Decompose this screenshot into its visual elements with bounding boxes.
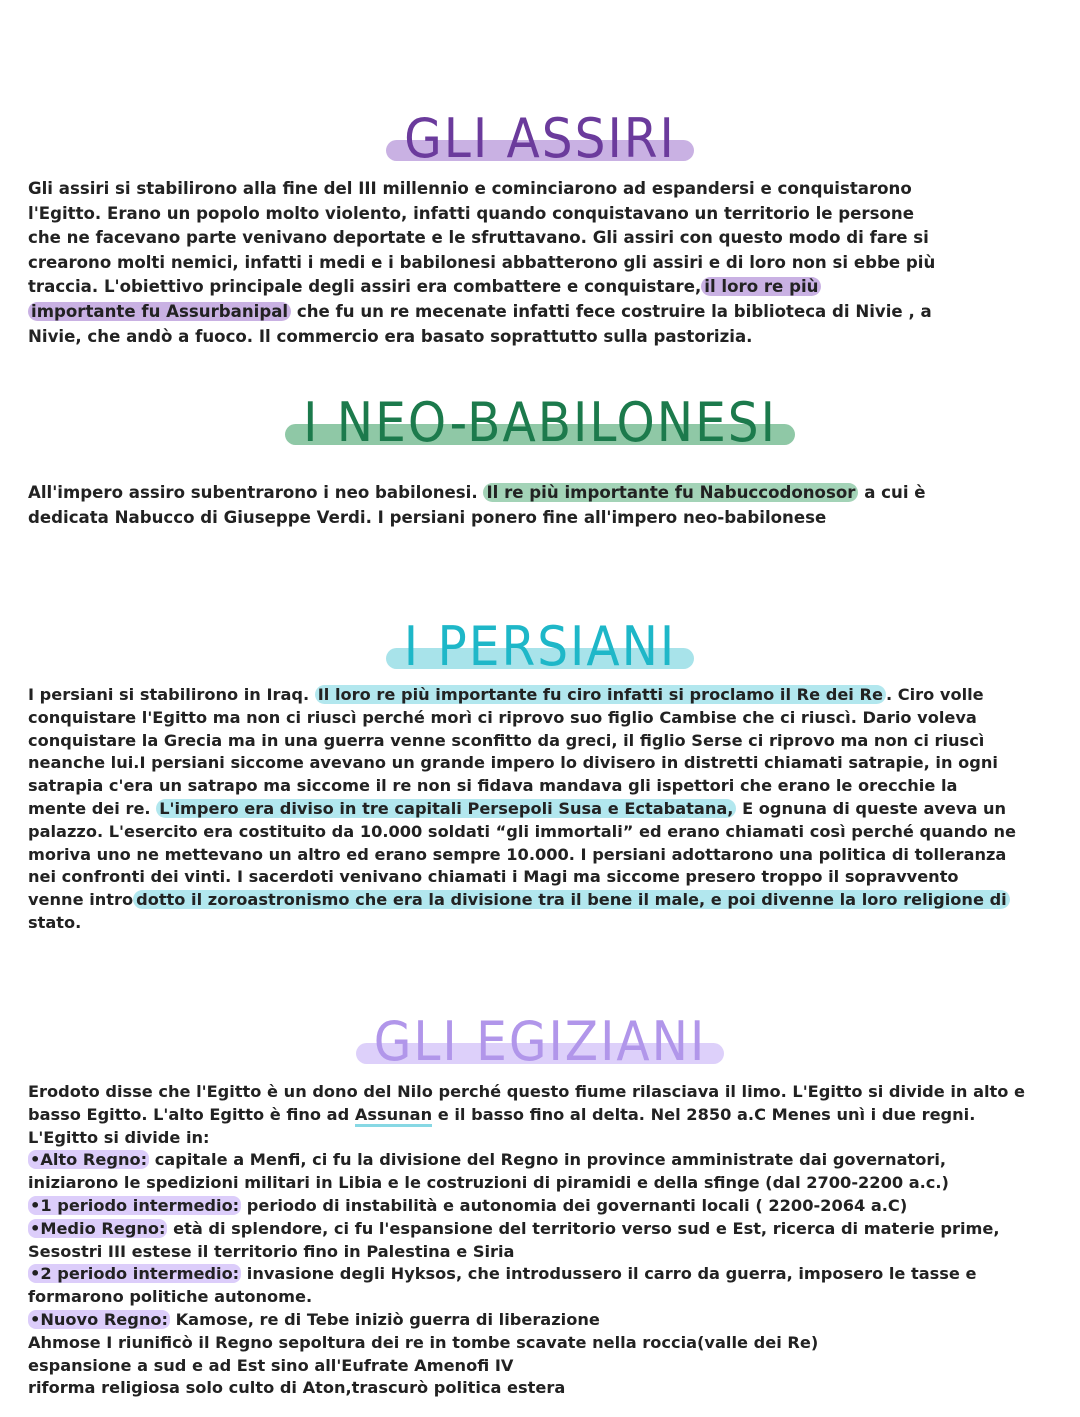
text-line: Nivie, che andò a fuoco. Il commercio era basato soprattutto sulla pastorizia. (28, 326, 753, 346)
text-line: conquistare l'Egitto ma non ci riuscì perché morì ci riprovo suo figlio Cambise che ci riuscì. Dario voleva (28, 707, 977, 727)
text-segment: basso Egitto. L'alto Egitto è fino ad (28, 1104, 355, 1124)
text-line: crearono molti nemici, infatti i medi e i babilonesi abbatterono gli assiri e di loro non si ebbe più (28, 252, 936, 272)
text-segment: . Ciro volle (885, 685, 984, 704)
text-line (28, 1104, 1058, 1127)
paragraph-neo-babilonesi (28, 481, 1058, 530)
text-line (28, 1309, 1058, 1332)
text-line: L'Egitto si divide in: (28, 1127, 210, 1147)
text-line: satrapia c'era un satrapo ma siccome il re non si fidava mandava gli ispettori che erano le orecchie la (28, 776, 958, 796)
section-title-persiani: I PERSIANI (0, 620, 1080, 674)
text-line: conquistare la Grecia ma in una guerra venne sconfitto da greci, il figlio Serse ci riprovo ma non ci riuscì (28, 730, 985, 750)
underlined-term: Assunan (355, 1105, 432, 1127)
text-line: formarono politiche autonome. (28, 1287, 313, 1307)
highlight: il loro re più (701, 277, 821, 296)
text-line (28, 684, 1058, 707)
period-label: •Alto Regno: (30, 1150, 148, 1170)
text-line: riforma religiosa solo culto di Aton,trascurò politica estera (28, 1378, 566, 1398)
period-label: •Medio Regno: (30, 1218, 166, 1238)
section-title-assiri: GLI ASSIRI (0, 112, 1080, 166)
period-label: •Nuovo Regno: (30, 1309, 168, 1329)
text-segment: I persiani si stabilirono in Iraq. (28, 685, 315, 704)
text-line (28, 889, 1058, 912)
text-line (28, 1263, 1058, 1286)
text-line: palazzo. L'esercito era costituito da 10.000 soldati “gli immortali” ed erano chiamati così perché quando ne (28, 821, 1016, 841)
highlight: importante fu Assurbanipal (28, 302, 291, 321)
section-title-neo-babilonesi: I NEO-BABILONESI (0, 396, 1080, 450)
text-line (28, 1149, 1058, 1172)
text-segment: e il basso fino al delta. Nel 2850 a.C Menes unì i due regni. (432, 1104, 976, 1124)
text-segment: che fu un re mecenate infatti fece costruire la biblioteca di Nivie , a (291, 301, 932, 321)
text-segment: venne intro (28, 890, 134, 910)
text-line: dedicata Nabucco di Giuseppe Verdi. I persiani ponero fine all'impero neo-babilonese (28, 507, 827, 527)
text-line: nei confronti dei vinti. I sacerdoti venivano chiamati i Magi ma siccome presero troppo il sopravvento (28, 867, 959, 887)
highlight: L'impero era diviso in tre capitali Persepoli Susa e Ectabatana, (156, 799, 736, 818)
text-segment: mente dei re. (28, 798, 157, 818)
text-segment: età di splendore, ci fu l'espansione del territorio verso sud e Est, ricerca di materie prime, (167, 1218, 1000, 1238)
section-title-egiziani: GLI EGIZIANI (0, 1015, 1080, 1069)
highlight: Il loro re più importante fu ciro infatti si proclamo il Re dei Re (315, 685, 886, 704)
text-line: neanche lui.I persiani siccome avevano un grande impero lo divisero in distretti chiamati satrapie, in ogni (28, 753, 998, 773)
text-line: Gli assiri si stabilirono alla fine del III millennio e cominciarono ad espandersi e conquistarono (28, 179, 912, 198)
period-label: •1 periodo intermedio: (30, 1195, 240, 1215)
text-segment: a cui è (858, 483, 926, 502)
text-segment: periodo di instabilità e autonomia dei governanti locali ( 2200-2064 a.C) (241, 1195, 908, 1215)
text-line: che ne facevano parte venivano deportate e le sfruttavano. Gli assiri con questo modo di fare si (28, 228, 929, 248)
text-line: l'Egitto. Erano un popolo molto violento, infatti quando conquistavano un territorio le persone (28, 203, 914, 223)
period-label: •2 periodo intermedio: (30, 1264, 240, 1284)
text-line (28, 798, 1058, 821)
paragraph-assiri (28, 177, 1058, 349)
text-segment: Kamose, re di Tebe iniziò guerra di liberazione (170, 1309, 600, 1329)
paragraph-persiani (28, 684, 1058, 935)
text-line: espansione a sud e ad Est sino all'Eufrate Amenofi IV (28, 1355, 514, 1375)
text-segment: traccia. L'obiettivo principale degli assiri era combattere e conquistare, (28, 277, 702, 297)
text-line: Erodoto disse che l'Egitto è un dono del Nilo perché questo fiume rilasciava il limo. L'Egitto si divide in alto e (28, 1082, 1026, 1101)
text-segment: All'impero assiro subentrarono i neo babilonesi. (28, 483, 484, 502)
text-line (28, 300, 1058, 325)
text-line (28, 1195, 1058, 1218)
text-line: Sesostri III estese il territorio fino in Palestina e Siria (28, 1241, 515, 1261)
text-line: iniziarono le spedizioni militari in Libia e le costruzioni di piramidi e della sfinge (dal 2700-2200 a.c.) (28, 1173, 949, 1193)
text-segment: E ognuna di queste aveva un (736, 798, 1007, 818)
text-line: stato. (28, 912, 82, 932)
text-line (28, 481, 1058, 506)
highlight: Il re più importante fu Nabuccodonosor (483, 483, 858, 502)
text-segment: capitale a Menfi, ci fu la divisione del Regno in province amministrate dai governatori, (149, 1150, 947, 1170)
highlight: dotto il zoroastronismo che era la divisione tra il bene il male, e poi divenne la loro religione di (133, 890, 1010, 909)
text-line: Ahmose I riunificò il Regno sepoltura dei re in tombe scavate nella roccia(valle dei Re) (28, 1332, 819, 1352)
text-line (28, 1218, 1058, 1241)
text-line: moriva uno ne mettevano un altro ed erano sempre 10.000. I persiani adottarono una politica di tolleranza (28, 844, 1007, 864)
text-segment: invasione degli Hyksos, che introdussero il carro da guerra, imposero le tasse e (241, 1264, 977, 1284)
paragraph-egiziani (28, 1081, 1058, 1400)
text-line (28, 275, 1058, 300)
